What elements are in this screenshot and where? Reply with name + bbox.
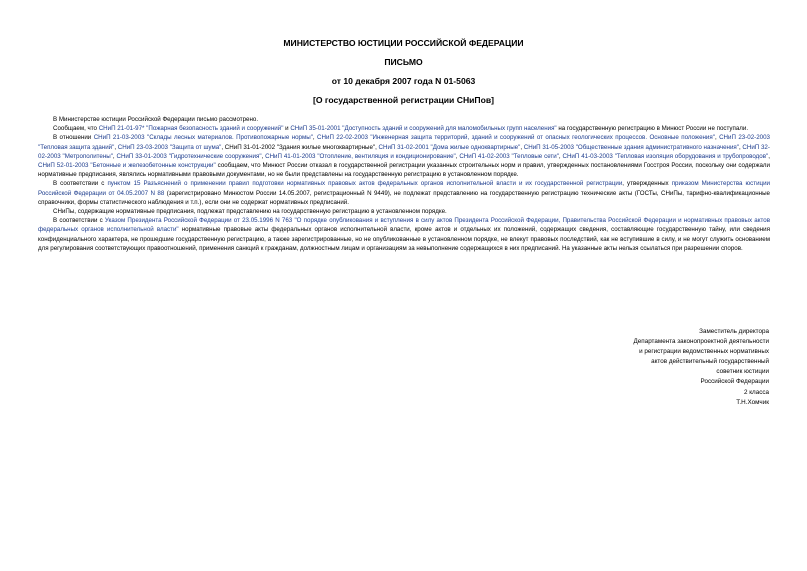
signature-line: советник юстиции — [716, 368, 769, 376]
paragraph: В отношении СНиП 21-03-2003 "Склады лесных материалов. Противопожарные нормы", СНиП 22-02-2003 "Инженерная защита территорий, зданий и сооружений от опасных геологических процессов. Основные положения", СНиП 23-02-2003 "Тепловая защита зданий", СНиП 23-03-2003 "Защита от шума", СНиП 31-01-2002 "Здания жилые многоквартирные", СНиП 31-02-2001 "Дома жилые одноквартирные", СНиП 31-05-2003 "Общественные здания административного назначения", СНиП 32-02-2003 "Метрополитены", СНиП 33-01-2003 "Гидротехнические сооружения", СНиП 41-01-2003 "Отопление, вентиляция и кондиционирование", СНиП 41-02-2003 "Тепловые сети", СНиП 41-03-2003 "Тепловая изоляция оборудования и трубопроводов", СНиП 52-01-2003 "Бетонные и железобетонные конструкции" сообщаем, что Минюст России отказал в государственной регистрации указанных строительных норм и правил, утвержденных постановлениями Госстроя России, поскольку они содержали нормативные предписания, являлись нормативными правовыми документами, но не были представлены на государственную регистрацию в установленном порядке. — [38, 134, 770, 179]
clarifications-point-15-link[interactable]: пунктом 15 Разъяснений о применении правил подготовки нормативных правовых актов федеральных органов исполнительной власти и их государственной регистрации — [107, 180, 623, 188]
signature-block — [634, 327, 769, 408]
paragraph-text: В Министерстве юстиции Российской Федерации письмо рассмотрено. — [53, 116, 259, 123]
snip-33-01-2003-link[interactable]: СНиП 33-01-2003 "Гидротехнические сооружения" — [116, 152, 262, 160]
snip-31-02-2001-link[interactable]: СНиП 31-02-2001 "Дома жилые одноквартирные" — [378, 143, 521, 151]
snip-22-02-2003-link[interactable]: СНиП 22-02-2003 "Инженерная защита территорий, зданий и сооружений от опасных геологических процессов. Основные положения" — [317, 134, 715, 142]
paragraph-text: , утвержденных — [622, 180, 672, 188]
snip-23-02-2003-link[interactable]: СНиП 23-02-2003 "Тепловая защита зданий" — [38, 134, 770, 151]
snip-41-01-2003-link[interactable]: СНиП 41-01-2003 "Отопление, вентиляция и кондиционирование" — [265, 152, 456, 160]
paragraph — [38, 179, 770, 207]
snip-31-01-2002-text: СНиП 31-01-2002 "Здания жилые многоквартирные" — [224, 143, 376, 151]
paragraph — [38, 124, 770, 133]
paragraph-text: В соответствии с — [53, 217, 105, 225]
paragraph-text: В отношении — [53, 134, 94, 142]
snip-41-03-2003-link[interactable]: СНиП 41-03-2003 "Тепловая изоляция оборудования и трубопроводов" — [562, 152, 769, 160]
signature-line: и регистрации ведомственных нормативных — [639, 348, 769, 356]
snip-35-01-2001-link[interactable]: СНиП 35-01-2001 "Доступность зданий и сооружений для маломобильных групп населения" — [290, 125, 557, 133]
snip-23-03-2003-link[interactable]: СНиП 23-03-2003 "Защита от шума" — [117, 143, 222, 151]
ministry-heading: МИНИСТЕРСТВО ЮСТИЦИИ РОССИЙСКОЙ ФЕДЕРАЦИИ — [283, 38, 524, 48]
paragraph-text: нормативные правовые акты федеральных органов исполнительной власти, кроме актов и отдельных их положений, содержащих сведения, составляющие государственную тайну, или сведения конфиденциального характера, не прошедшие государственную регистрацию, а также зарегистрированные, но не опубликованные в установленном порядке, не влекут правовых последствий, как не вступившие в силу, и не могут служить основанием для регулирования соответствующих правоотношений, применения санкций к гражданам, должностным лицам и организациям за невыполнение содержащихся в них предписаний. На указанные акты нельзя ссылаться при разрешении споров. — [38, 226, 770, 252]
document-subject: [О государственной регистрации СНиПов] — [312, 95, 494, 105]
snip-21-03-2003-link[interactable]: СНиП 21-03-2003 "Склады лесных материалов. Противопожарные нормы" — [93, 134, 313, 142]
paragraph-text: СНиПы, содержащие нормативные предписания, подлежат представлению на государственную регистрацию в установленном порядке. — [53, 208, 447, 216]
paragraph-text: В соответствии с — [53, 180, 108, 188]
signature-line: Российской Федерации — [700, 378, 769, 386]
paragraph-text: сообщаем, что Минюст России отказал в государственной регистрации указанных строительных норм и правил, утвержденных постановлениями Госстроя России, поскольку они содержали нормативные предписания, являлись нормативными правовыми документами, но не были представлены на государственную регистрацию в установленном порядке. — [38, 162, 770, 179]
document-date-number: от 10 декабря 2007 года N 01-5063 — [331, 76, 476, 86]
signature-line: Заместитель директора — [699, 328, 769, 335]
paragraph-text: на государственную регистрацию в Минюст России не поступали. — [556, 125, 749, 133]
letter-body — [38, 115, 770, 253]
document-type: ПИСЬМО — [384, 57, 423, 67]
snip-32-02-2003-link[interactable]: СНиП 32-02-2003 "Метрополитены" — [38, 143, 770, 160]
snip-41-02-2003-link[interactable]: СНиП 41-02-2003 "Тепловые сети" — [459, 152, 559, 160]
signature-line: актов действительный государственный — [651, 358, 769, 366]
snip-31-05-2003-link[interactable]: СНиП 31-05-2003 "Общественные здания административного назначения" — [523, 143, 739, 151]
paragraph — [38, 115, 770, 124]
decree-763-link[interactable]: Указом Президента Российской Федерации от 23.05.1996 N 763 "О порядке опубликования и вступления в силу актов Президента Российской Федерации, Правительства Российской Федерации и нормативных правовых актов федеральных органов исполнительной власти" — [38, 217, 770, 234]
paragraph — [38, 207, 770, 216]
signature-line: 2 класса — [743, 388, 769, 396]
paragraph-text: и — [283, 125, 291, 133]
snip-21-01-97-link[interactable]: СНиП 21-01-97* "Пожарная безопасность зданий и сооружений" — [98, 125, 284, 133]
snip-52-01-2003-link[interactable]: СНиП 52-01-2003 "Бетонные и железобетонные конструкции" — [38, 162, 216, 170]
paragraph-text: (зарегистрировано Минюстом России 14.05.2007, регистрационный N 9449), не подлежат представлению на государственную регистрацию технические акты (ГОСТы, СНиПы, тарифно-квалификационные справочники, формы статистического наблюдения и т.п.), если они не содержат нормативных предписаний. — [38, 189, 770, 206]
signer-name: Т.Н.Хомчик — [736, 398, 769, 406]
paragraph-text: Сообщаем, что — [53, 125, 99, 133]
signature-line: Департамента законопроектной деятельности — [633, 338, 769, 346]
order-88-link[interactable]: приказом Министерства юстиции Российской Федерации от 04.05.2007 N 88 — [38, 180, 771, 197]
paragraph — [38, 216, 770, 253]
